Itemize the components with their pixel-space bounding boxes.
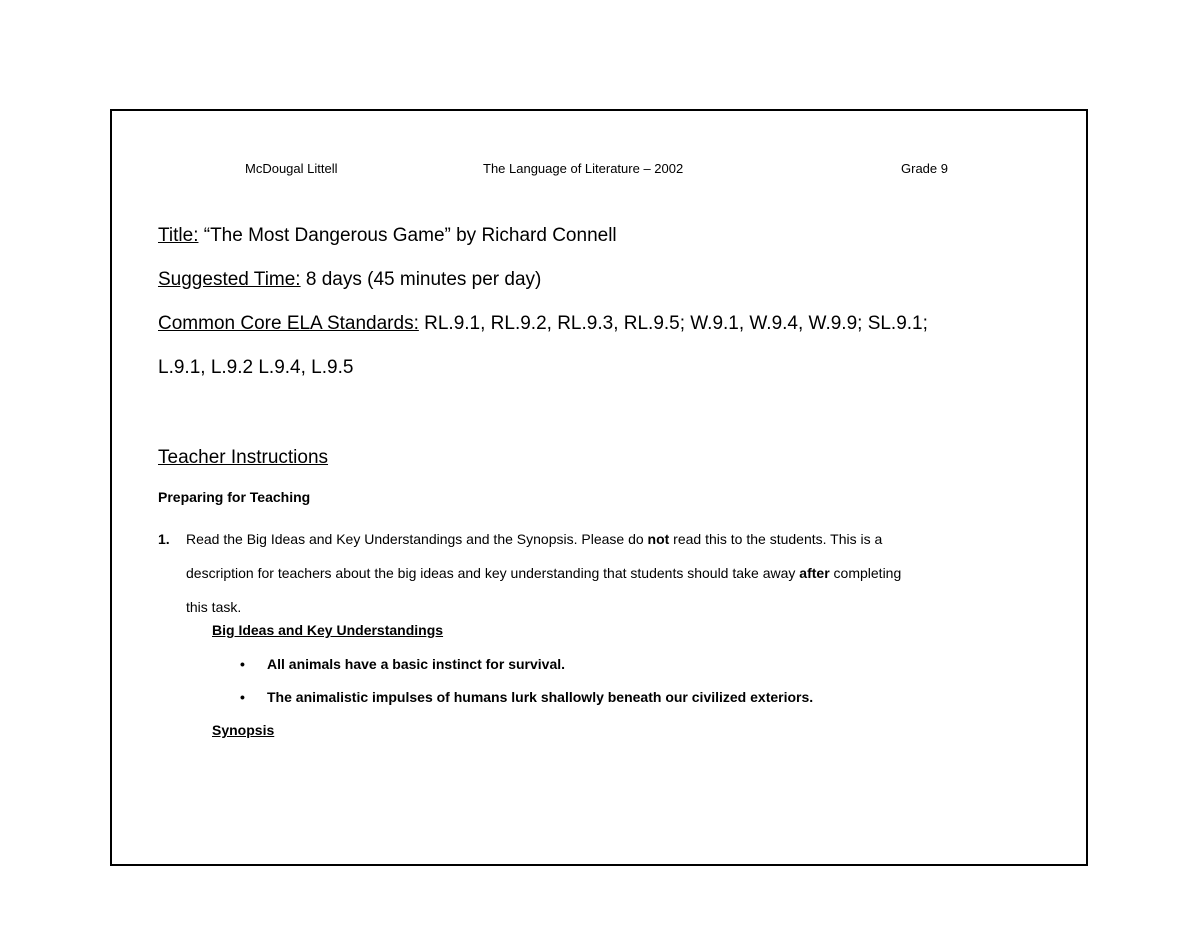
suggested-time-label: Suggested Time: <box>158 269 301 290</box>
title-label: Title: <box>158 225 199 246</box>
preparing-for-teaching-heading: Preparing for Teaching <box>158 489 311 505</box>
header-grade: Grade 9 <box>901 161 948 176</box>
step-number: 1. <box>158 531 170 547</box>
suggested-time-value: 8 days (45 minutes per day) <box>300 269 542 290</box>
emphasis-after: after <box>799 565 830 581</box>
standards-line <box>158 313 928 335</box>
page-border <box>110 109 1088 866</box>
step-text-part: completing <box>829 565 902 581</box>
bullet-text: All animals have a basic instinct for survival. <box>267 656 566 672</box>
teacher-instructions-heading: Teacher Instructions <box>158 447 329 468</box>
synopsis-heading: Synopsis <box>212 722 275 738</box>
emphasis-not: not <box>647 531 670 547</box>
standards-value: RL.9.1, RL.9.2, RL.9.3, RL.9.5; W.9.1, W.9.4, W.9.9; SL.9.1; <box>418 313 928 334</box>
step-1-text <box>186 522 1058 624</box>
bullet-icon: • <box>240 656 245 672</box>
step-text-part: Read the Big Ideas and Key Understandings and the Synopsis. Please do <box>186 531 648 547</box>
list-item <box>240 689 813 705</box>
step-text-part: description for teachers about the big ideas and key understanding that students should take away <box>186 565 800 581</box>
standards-line-2: L.9.1, L.9.2 L.9.4, L.9.5 <box>158 357 354 378</box>
standards-label: Common Core ELA Standards: <box>158 313 419 334</box>
step-text-part: this task. <box>186 599 242 615</box>
bullet-icon: • <box>240 689 245 705</box>
list-item <box>240 656 565 672</box>
step-text-part: read this to the students. This is a <box>669 531 883 547</box>
suggested-time-line <box>158 269 541 291</box>
header-series: The Language of Literature – 2002 <box>483 161 684 176</box>
title-value: “The Most Dangerous Game” by Richard Connell <box>198 225 617 246</box>
step-1 <box>158 522 1058 624</box>
big-ideas-heading: Big Ideas and Key Understandings <box>212 622 444 638</box>
bullet-text: The animalistic impulses of humans lurk shallowly beneath our civilized exteriors. <box>267 689 814 705</box>
header-publisher: McDougal Littell <box>245 161 338 176</box>
title-line <box>158 225 617 247</box>
